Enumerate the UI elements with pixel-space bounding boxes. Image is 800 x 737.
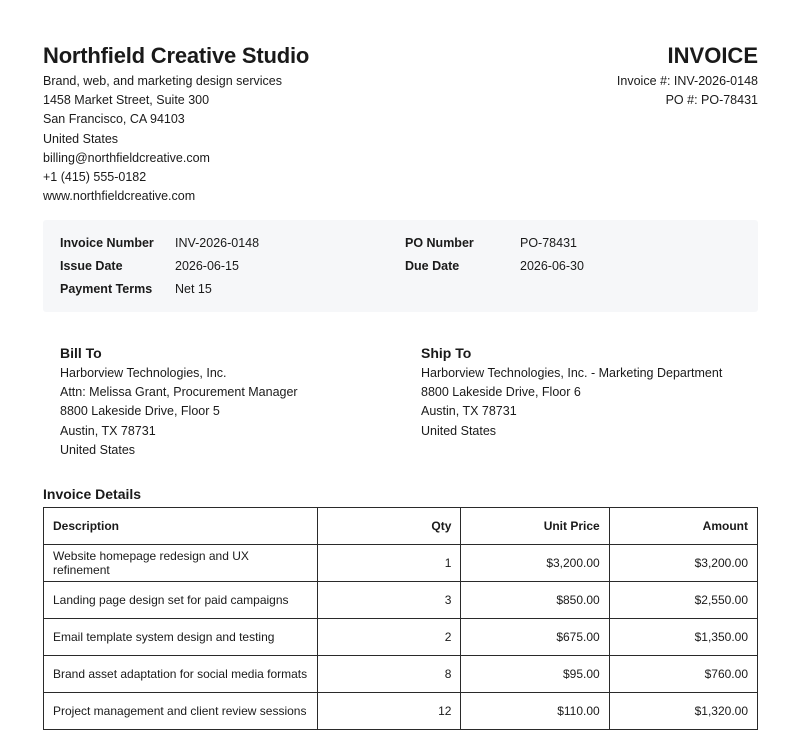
company-name: Northfield Creative Studio	[43, 43, 310, 68]
company-email: billing@northfieldcreative.com	[43, 150, 210, 165]
due-date-label: Due Date	[405, 259, 460, 273]
item-description: Brand asset adaptation for social media formats	[44, 656, 318, 693]
col-qty: Qty	[317, 508, 460, 545]
item-qty: 2	[317, 619, 460, 656]
item-amount: $1,320.00	[609, 693, 757, 730]
company-phone: +1 (415) 555-0182	[43, 170, 147, 185]
col-description: Description	[44, 508, 318, 545]
ship-to-block	[421, 343, 722, 441]
po-ref: PO #: PO-78431	[665, 93, 758, 108]
ship-to-line: Austin, TX 78731	[421, 404, 517, 419]
item-qty: 1	[317, 545, 460, 582]
issue-date-value: 2026-06-15	[175, 259, 239, 273]
table-row	[44, 545, 758, 582]
invoice-meta-panel	[43, 220, 758, 312]
item-unit-price: $3,200.00	[461, 545, 609, 582]
table-row	[44, 656, 758, 693]
company-website: www.northfieldcreative.com	[43, 189, 196, 204]
payment-terms-value: Net 15	[175, 282, 212, 296]
invoice-details-title: Invoice Details	[43, 486, 142, 502]
item-description: Website homepage redesign and UX refinement	[44, 545, 318, 582]
ship-to-heading: Ship To	[421, 345, 472, 361]
invoice-refs	[617, 72, 758, 110]
invoice-number-value: INV-2026-0148	[175, 236, 260, 250]
table-row	[44, 582, 758, 619]
item-unit-price: $675.00	[461, 619, 609, 656]
bill-to-heading: Bill To	[60, 345, 102, 361]
item-amount: $1,350.00	[609, 619, 757, 656]
item-qty: 3	[317, 582, 460, 619]
ship-to-line: Harborview Technologies, Inc. - Marketing Department	[421, 366, 723, 380]
company-city: San Francisco, CA 94103	[43, 112, 185, 127]
item-amount: $3,200.00	[609, 545, 757, 582]
company-street: 1458 Market Street, Suite 300	[43, 93, 210, 108]
invoice-ref: Invoice #: INV-2026-0148	[616, 74, 758, 88]
po-number-label: PO Number	[405, 236, 474, 250]
item-amount: $760.00	[609, 656, 757, 693]
col-unit-price: Unit Price	[461, 508, 609, 545]
item-description: Email template system design and testing	[44, 619, 318, 656]
bill-to-line: Attn: Melissa Grant, Procurement Manager	[60, 385, 298, 400]
ship-to-line: United States	[421, 423, 497, 438]
table-row	[44, 619, 758, 656]
bill-to-block	[60, 343, 298, 460]
company-info	[43, 72, 282, 206]
item-amount: $2,550.00	[609, 582, 757, 619]
item-qty: 8	[317, 656, 460, 693]
item-unit-price: $850.00	[461, 582, 609, 619]
table-row	[44, 693, 758, 730]
item-qty: 12	[317, 693, 460, 730]
item-description: Landing page design set for paid campaigns	[44, 582, 318, 619]
item-description: Project management and client review sessions	[44, 693, 318, 730]
item-unit-price: $95.00	[461, 656, 609, 693]
bill-to-line: Austin, TX 78731	[60, 423, 156, 438]
due-date-value: 2026-06-30	[520, 259, 584, 273]
bill-to-line: 8800 Lakeside Drive, Floor 5	[60, 404, 220, 419]
invoice-title: INVOICE	[667, 43, 758, 68]
ship-to-line: 8800 Lakeside Drive, Floor 6	[421, 385, 581, 400]
payment-terms-label: Payment Terms	[60, 282, 153, 296]
invoice-number-label: Invoice Number	[60, 236, 154, 250]
invoice-items-table	[43, 507, 758, 730]
col-amount: Amount	[609, 508, 757, 545]
issue-date-label: Issue Date	[60, 259, 123, 273]
bill-to-line: Harborview Technologies, Inc.	[60, 366, 227, 380]
company-country: United States	[43, 131, 119, 146]
bill-to-line: United States	[60, 442, 136, 457]
company-tagline: Brand, web, and marketing design services	[43, 74, 283, 88]
po-number-value: PO-78431	[520, 236, 577, 250]
table-header-row	[44, 508, 758, 545]
item-unit-price: $110.00	[461, 693, 609, 730]
